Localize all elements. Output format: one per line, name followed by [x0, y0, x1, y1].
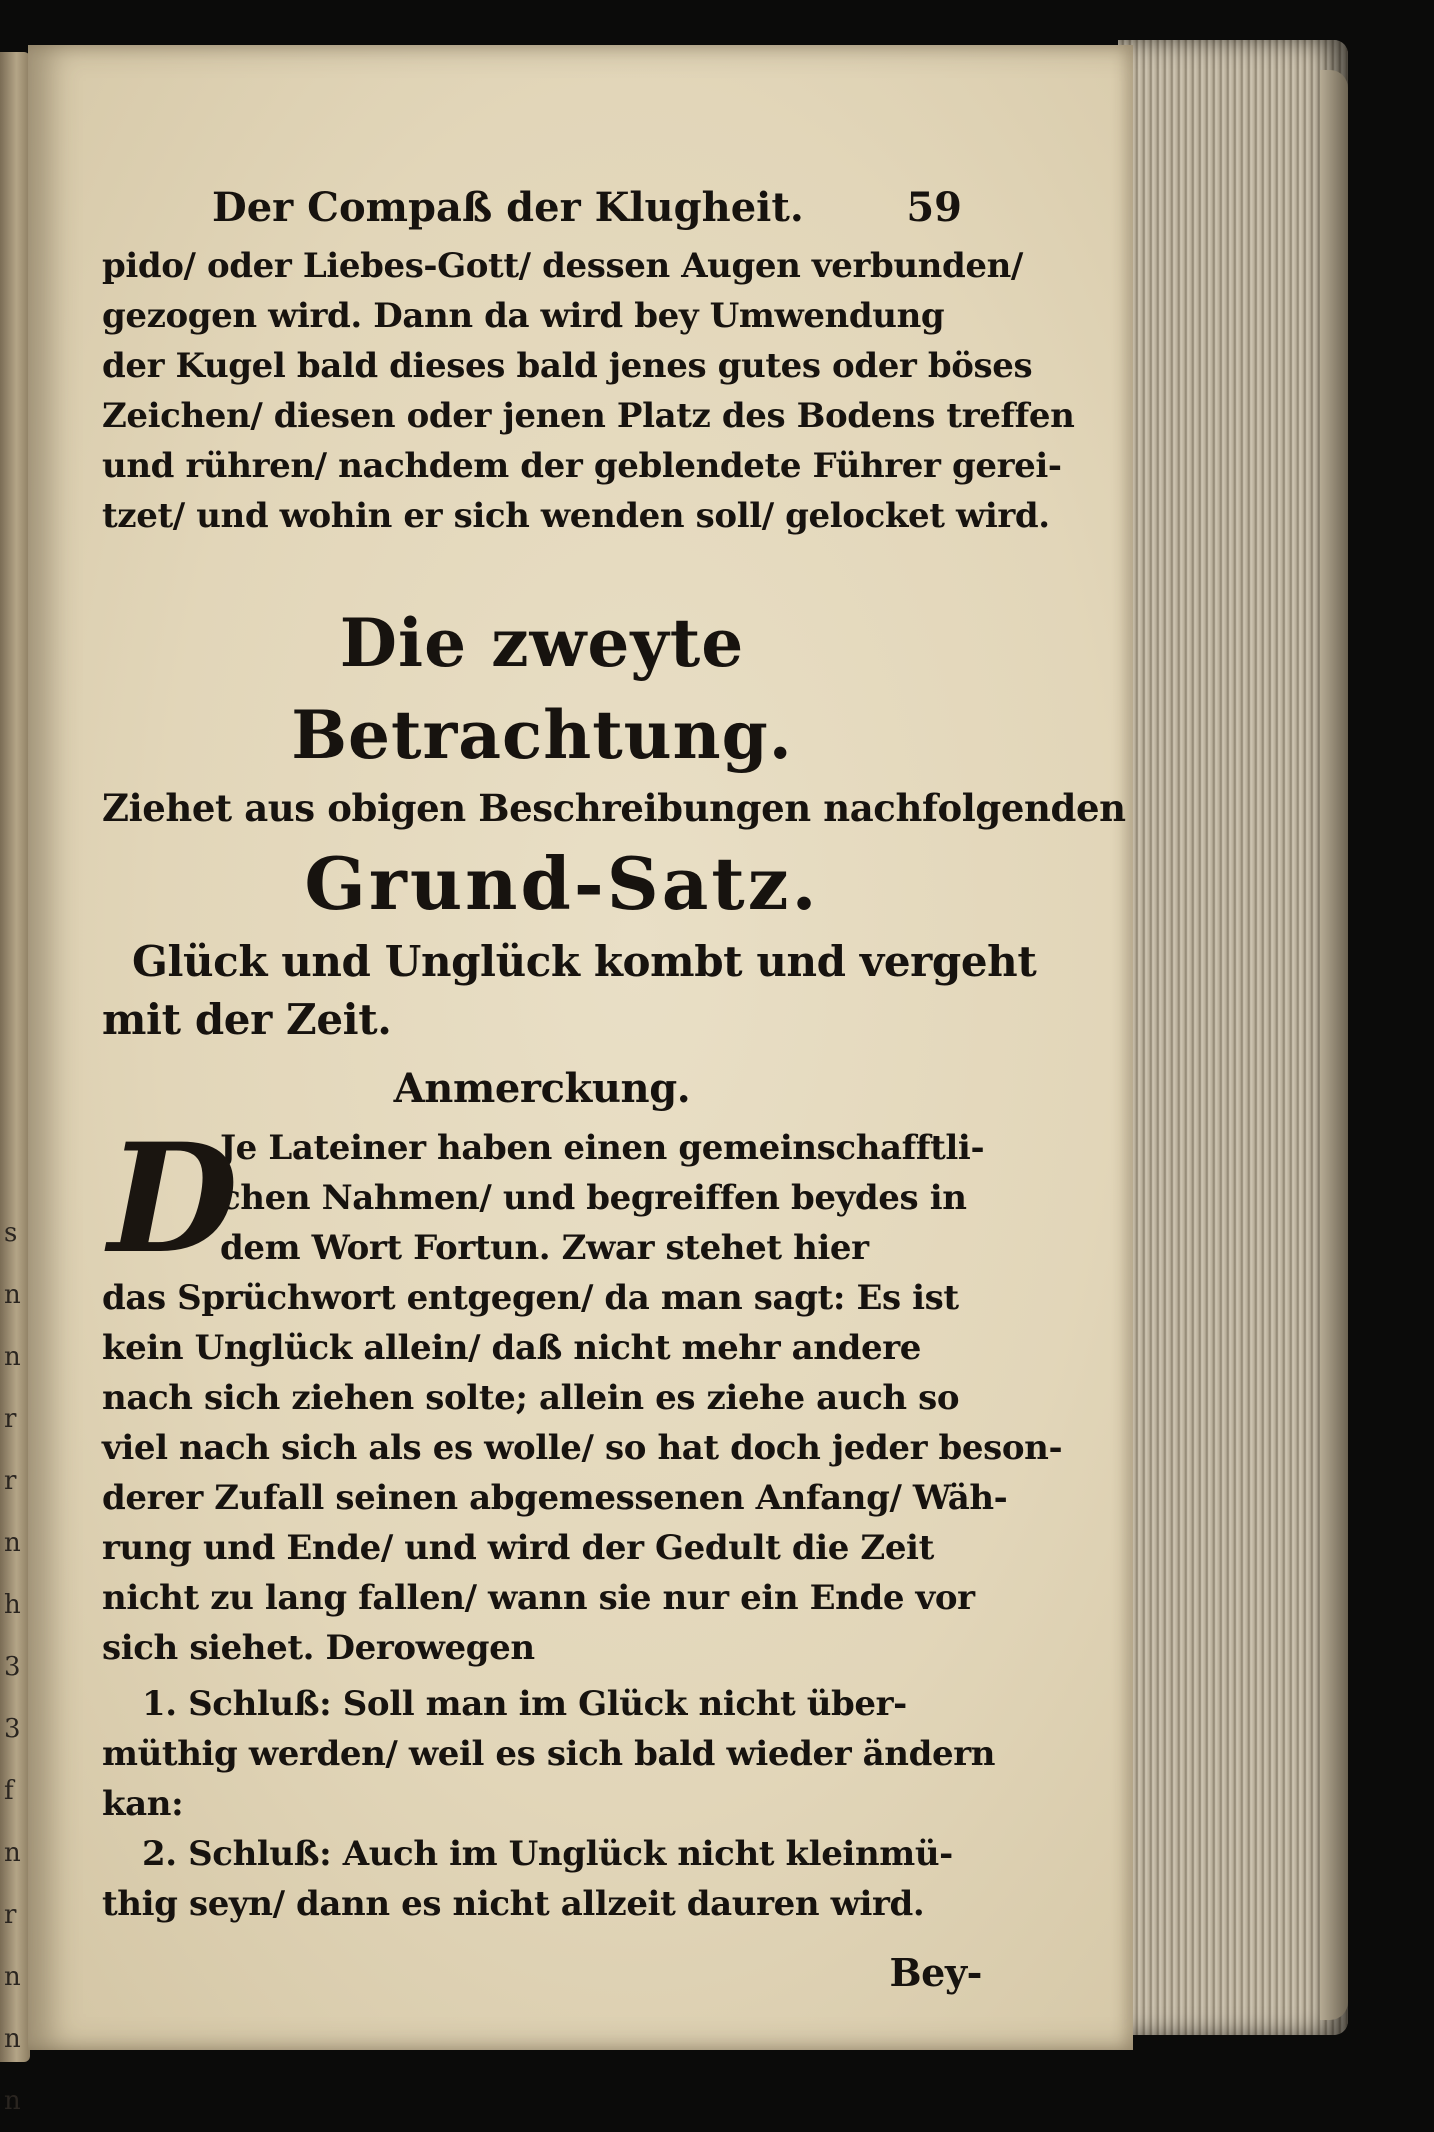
page-number: 59 [906, 184, 962, 231]
opening-paragraph [102, 241, 1075, 541]
catchword: Bey- [889, 1950, 982, 1995]
text-line: der Kugel bald dieses bald jenes gutes oder böses [102, 346, 1033, 386]
text-line: Zeichen/ diesen oder jenen Platz des Bodens treffen [102, 396, 1075, 436]
text-line: kein Unglück allein/ daß nicht mehr andere [102, 1328, 921, 1368]
text-line: sich siehet. Derowegen [102, 1628, 535, 1668]
book-page [28, 45, 1133, 2050]
page-stack-fore-edge [1118, 40, 1348, 2035]
text-line: müthig werden/ weil es sich bald wieder ändern [102, 1734, 996, 1774]
text-line: rung und Ende/ und wird der Gedult die Zeit [102, 1528, 934, 1568]
drop-cap-initial: D [108, 1111, 239, 1287]
text-line: thig seyn/ dann es nicht allzeit dauren wird. [102, 1884, 925, 1924]
text-line: tzet/ und wohin er sich wenden soll/ gelocket wird. [102, 496, 1050, 536]
page-text-block [102, 175, 1126, 2003]
maxim [102, 933, 1037, 1049]
maxim-line: mit der Zeit. [102, 995, 392, 1044]
book-cover-edge [1320, 70, 1348, 2020]
conclusion-2 [102, 1829, 982, 1929]
text-line: nach sich ziehen solte; allein es ziehe auch so [102, 1378, 960, 1418]
text-line: kan: [102, 1784, 184, 1824]
text-line: 2. Schluß: Auch im Unglück nicht kleinmü- [142, 1834, 953, 1874]
text-line: pido/ oder Liebes-Gott/ dessen Augen verbunden/ [102, 246, 1023, 286]
facing-page-letters: s n n r r n h 3 3 f n r n n n [4, 1218, 21, 2116]
remark-heading: Anmerckung. [393, 1065, 691, 1112]
principle-heading: Grund-Satz. [304, 841, 820, 926]
text-line: nicht zu lang fallen/ wann sie nur ein Ende vor [102, 1578, 975, 1618]
maxim-line: Glück und Unglück kombt und vergeht [132, 937, 1037, 986]
section-heading: Die zweyte Betrachtung. [291, 604, 793, 774]
remark-paragraph [102, 1111, 1063, 1673]
text-line: und rühren/ nachdem der geblendete Führer gerei- [102, 446, 1062, 486]
text-line: Je Lateiner haben einen gemeinschafftli- [220, 1128, 985, 1168]
text-line: derer Zufall seinen abgemessenen Anfang/ Wäh- [102, 1478, 1008, 1518]
running-head [102, 175, 982, 241]
conclusion-1 [102, 1679, 996, 1829]
text-line: 1. Schluß: Soll man im Glück nicht über- [142, 1684, 907, 1724]
facing-page-edge [0, 52, 30, 2116]
text-line: chen Nahmen/ und begreiffen beydes in [220, 1178, 967, 1218]
running-head-title: Der Compaß der Klugheit. [212, 184, 804, 231]
text-line: gezogen wird. Dann da wird bey Umwendung [102, 296, 945, 336]
text-line: viel nach sich als es wolle/ so hat doch jeder beson- [102, 1428, 1063, 1468]
text-line: das Sprüchwort entgegen/ da man sagt: Es ist [102, 1278, 959, 1318]
subheading: Ziehet aus obigen Beschreibungen nachfolgenden [102, 786, 1126, 830]
text-line: dem Wort Fortun. Zwar stehet hier [220, 1228, 869, 1268]
